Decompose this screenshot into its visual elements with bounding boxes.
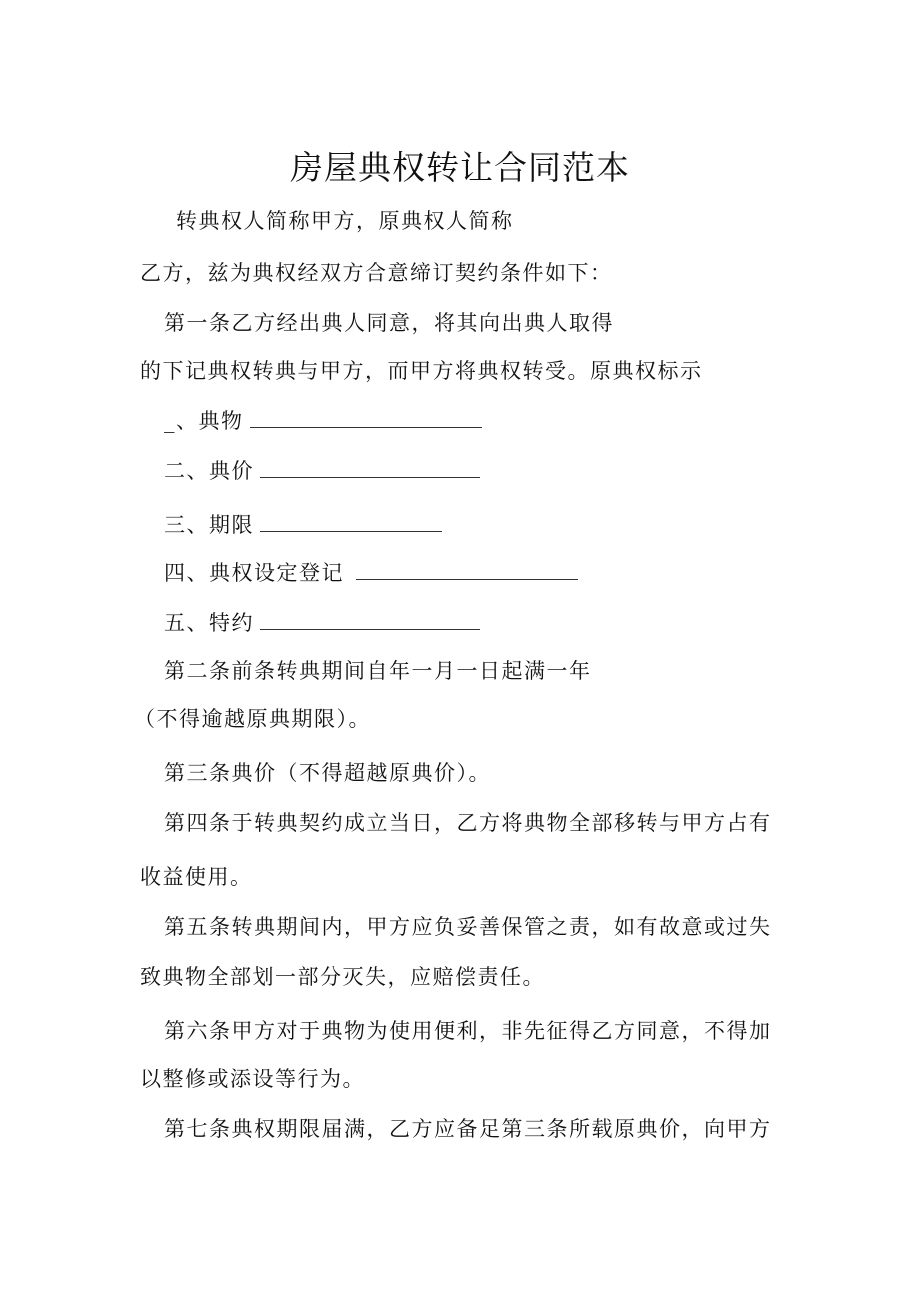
item-label: 三、期限 bbox=[164, 513, 254, 537]
article-6-line-2: 以整修或添设等行为。 bbox=[140, 1067, 365, 1091]
fill-in-blank[interactable] bbox=[260, 609, 480, 630]
article-1-line-1: 第一条乙方经出典人同意，将其向出典人取得 bbox=[164, 311, 614, 335]
article-5-line-2: 致典物全部划一部分灭失，应赔偿责任。 bbox=[140, 965, 545, 989]
article-1-line-2: 的下记典权转典与甲方，而甲方将典权转受。原典权标示 bbox=[140, 359, 703, 383]
article-4-line-2: 收益使用。 bbox=[140, 865, 253, 889]
document-title: 房屋典权转让合同范本 bbox=[290, 148, 630, 188]
article-5-line-1: 第五条转典期间内，甲方应负妥善保管之责，如有故意或过失 bbox=[164, 915, 772, 939]
intro-line-1: 转典权人简称甲方，原典权人简称 bbox=[176, 209, 514, 233]
article-7-line-1: 第七条典权期限届满，乙方应备足第三条所载原典价，向甲方 bbox=[164, 1117, 772, 1141]
item-registration bbox=[164, 558, 578, 588]
fill-in-blank[interactable] bbox=[260, 457, 480, 478]
item-pledge-price bbox=[164, 456, 480, 486]
item-label: 四、典权设定登记 bbox=[164, 561, 344, 585]
fill-in-blank[interactable] bbox=[356, 559, 578, 580]
fill-in-blank[interactable] bbox=[250, 407, 482, 428]
article-2-line-1: 第二条前条转典期间自年一月一日起满一年 bbox=[164, 659, 592, 683]
article-4-line-1: 第四条于转典契约成立当日，乙方将典物全部移转与甲方占有 bbox=[164, 811, 772, 835]
item-label: _、典物 bbox=[164, 409, 244, 433]
item-pledged-property bbox=[164, 406, 482, 436]
intro-line-2: 乙方，兹为典权经双方合意缔订契约条件如下： bbox=[140, 261, 613, 285]
item-term bbox=[164, 510, 442, 540]
article-3: 第三条典价（不得超越原典价）。 bbox=[164, 761, 491, 785]
article-2-line-2: （不得逾越原典期限）。 bbox=[134, 707, 371, 731]
fill-in-blank[interactable] bbox=[260, 511, 442, 532]
item-special-terms bbox=[164, 608, 480, 638]
item-label: 五、特约 bbox=[164, 611, 254, 635]
item-label: 二、典价 bbox=[164, 459, 254, 483]
article-6-line-1: 第六条甲方对于典物为使用便利，非先征得乙方同意，不得加 bbox=[164, 1019, 772, 1043]
